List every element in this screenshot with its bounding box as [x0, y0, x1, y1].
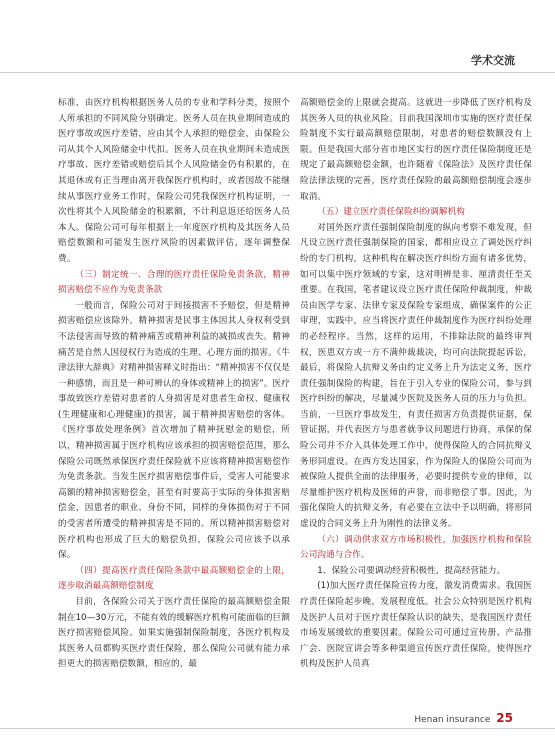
body-paragraph: 对国外医疗责任强制保险制度的纵向考察不难发现，但凡设立医疗责任强制保险的国家，都相应设立了调处医疗纠纷的专门机构，这种机构在解决医疗纠纷方面有诸多优势，如可以集中医疗领域的专家，这对明辨是非、厘清责任至关重要。在我国，笔者建议设立医疗责任保险仲裁制度，仲裁员由医学专家、法律专家及保险专家组成，确保案件的公正审理，实践中，应当将医疗责任仲裁制度作为医疗纠纷处理的必经程序。当然，这样的运用，不排除法院的最终审判权，医患双方或一方不满仲裁裁决，均可向法院提起诉讼，最后，将保险人抗辩义务由约定义务上升为法定义务，医疗责任强制保险的构建，旨在于引入专业的保险公司，参与到医疗纠纷的解决，尽量减少医院及医务人员的压力与负担。当前，一旦医疗事故发生，有责任损害方负责提供证据，保管证据，并代表医方与患者就争议问题进行协商，承保的保险公司并不介入具体处理工作中，使得保险人的合同抗辩义务形同虚设。在西方发达国家，作为保险人的保险公司而为被保险人提供全面的法律服务，必要时提供专业的律师，以尽量维护医疗机构及医师的声誉，而非赔偿了事。因此，为强化保险人的抗辩义务，有必要在立法中予以明确，将形同虚设的合同义务上升为刚性的法律义务。	[300, 222, 532, 530]
footer-rule	[0, 728, 555, 729]
page-number: 25	[496, 711, 513, 725]
page-header-title: 学术交流	[471, 54, 515, 67]
header-rule	[0, 72, 555, 73]
section-heading: （三）制定统一、合理的医疗责任保险免责条款，精神损害赔偿不应作为免责条款	[58, 269, 290, 296]
magazine-name: Henan insurance	[414, 715, 491, 725]
body-paragraph: 一般而言，保险公司对于间接损害不予赔偿，但是精神损害赔偿应该除外。精神损害是民事主体因其人身权利受到不法侵害而导致的精神痛苦或精神利益的减损或丧失。精神痛苦是自然人因侵权行为造成的生理、心理方面的损害。《牛津法律大辞典》对精神损害释义时指出：“精神损害不仅仅是一种感情，而且是一种可辨认的身体或精神上的损害”。医疗事故致医疗差错对患者的人身损害是对患者生命权、健康权(生理健康和心理健康)的损害，属于精神损害赔偿的客体。《医疗事故处理条例》首次增加了精神抚慰金的赔偿，所以，精神损害属于医疗机构应该承担的损害赔偿范围，那么保险公司既然承保医疗责任保险就不应该将精神损害赔偿作为免责条款。当发生医疗损害赔偿事件后，受害人可能要求高额的精神损害赔偿金，甚至有时要高于实际的身体损害赔偿金，因患者的职业、身份不同，同样的身体损伤对于不同的受害者所遭受的精神损害是不同的。所以精神损害赔偿对医疗机构也形成了巨大的赔偿负担，保险公司应该予以承保。	[58, 300, 290, 561]
body-paragraph: 1、保险公司要调动经营积极性，提高经营能力。	[317, 565, 506, 576]
body-paragraph: 目前，各保险公司关于医疗责任保险的最高额赔偿金限制在10—30万元，不能有效的缓解医疗机构可能面临的巨额医疗损害赔偿风险。如果实施强制保险制度，各医疗机构及其医务人员都购买医疗责任保险，那么保险公司就有能力承担更大的损害赔偿数额，相应的，最	[58, 597, 290, 670]
section-heading: （五）建立医疗责任保险纠纷调解机构	[317, 207, 465, 218]
section-heading: （四）提高医疗责任保险条款中最高额赔偿金的上限，逐步取消最高额赔偿制度	[58, 565, 290, 592]
page-footer	[414, 711, 513, 725]
body-paragraph: 高额赔偿金的上限就会提高。这就进一步降低了医疗机构及其医务人员的执业风险。目前我国深圳市实施的医疗责任保险制度不实行最高额赔偿限制，对患者的赔偿数额没有上限。但是我国大部分省市地区实行的医疗责任保险制度还是规定了最高额赔偿金额，也许随着《保险法》及医疗责任保险法律法规的完善，医疗责任保险的最高额赔偿制度会逐步取消。	[300, 98, 532, 202]
right-column	[300, 96, 532, 673]
body-paragraph: 标准，由医疗机构根据医务人员的专业和学科分类，按照个人所承担的不同风险分别确定。医务人员在执业期间造成的医疗事故或医疗差错，应由其个人承担的赔偿金，由保险公司从其个人风险储金中代扣。医务人员在执业期间未造成医疗事故、医疗差错或赔偿后其个人风险储金仍有积累的，在其退休或有正当理由离开我保医疗机构时，或者因故不能继续从事医疗业务工作时，保险公司凭我保医疗机构证明，一次性将其个人风险储金的积累额，不计利息返还给医务人员本人。保险公司可每年根据上一年度医疗机构及其医务人员赔偿数额和可能发生医疗风险的因素做评估，逐年调整保费。	[58, 98, 290, 264]
body-paragraph: (1)加大医疗责任保险宣传力度，激发消费需求。我国医疗责任保险起步晚，发展程度低。社会公众特别是医疗机构及医护人员对于医疗责任保险认识的缺失，是我国医疗责任市场发展缓软的重要因素。保险公司可通过宣传册、产品推广会、医院宣讲会等多种渠道宣传医疗责任保险，使得医疗机构及医护人员真	[300, 581, 532, 670]
section-heading: （六）调动供求双方市场积极性，加强医疗机构和保险公司沟通与合作。	[300, 534, 532, 561]
left-column	[58, 96, 290, 673]
